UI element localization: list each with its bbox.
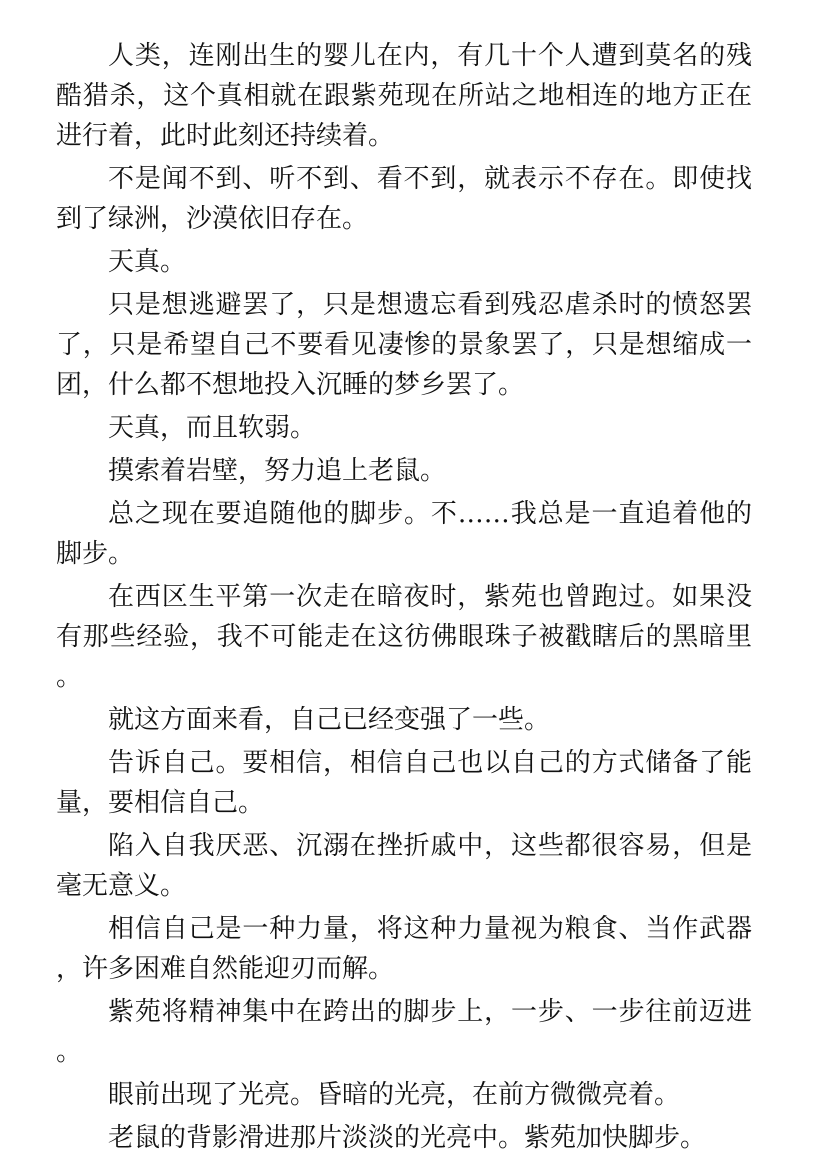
paragraph: 总之现在要追随他的脚步。不……我总是一直追着他的脚步。 [56, 499, 752, 569]
paragraph: 紫苑将精神集中在跨出的脚步上，一步、一步往前迈进。 [56, 997, 752, 1067]
paragraph: 眼前出现了光亮。昏暗的光亮，在前方微微亮着。 [108, 1080, 681, 1110]
paragraph: 就这方面来看，自己已经变强了一些。 [108, 705, 551, 735]
paragraph: 在西区生平第一次走在暗夜时，紫苑也曾跑过。如果没有那些经验，我不可能走在这彷佛眼珠子被戳瞎后的黑暗里。 [56, 582, 752, 692]
paragraph: 摸索着岩壁，努力追上老鼠。 [108, 456, 447, 486]
paragraph: 只是想逃避罢了，只是想遗忘看到残忍虐杀时的愤怒罢了，只是希望自己不要看见凄惨的景象罢了，只是想缩成一团，什么都不想地投入沉睡的梦乡罢了。 [56, 290, 752, 400]
paragraph: 告诉自己。要相信，相信自己也以自己的方式储备了能量，要相信自己。 [56, 748, 752, 818]
paragraph: 不是闻不到、听不到、看不到，就表示不存在。即使找到了绿洲，沙漠依旧存在。 [56, 164, 752, 234]
paragraph: 天真。 [108, 247, 187, 277]
paragraph: 老鼠的背影滑进那片淡淡的光亮中。紫苑加快脚步。 [108, 1123, 707, 1153]
paragraph: 人类，连刚出生的婴儿在内，有几十个人遭到莫名的残酷猎杀，这个真相就在跟紫苑现在所站之地相连的地方正在进行着，此时此刻还持续着。 [56, 41, 752, 151]
paragraph: 天真，而且软弱。 [108, 413, 317, 443]
paragraph: 相信自己是一种力量，将这种力量视为粮食、当作武器，许多困难自然能迎刃而解。 [56, 914, 752, 984]
paragraph: 陷入自我厌恶、沉溺在挫折戚中，这些都很容易，但是毫无意义。 [56, 831, 752, 901]
document-page [56, 36, 752, 1161]
